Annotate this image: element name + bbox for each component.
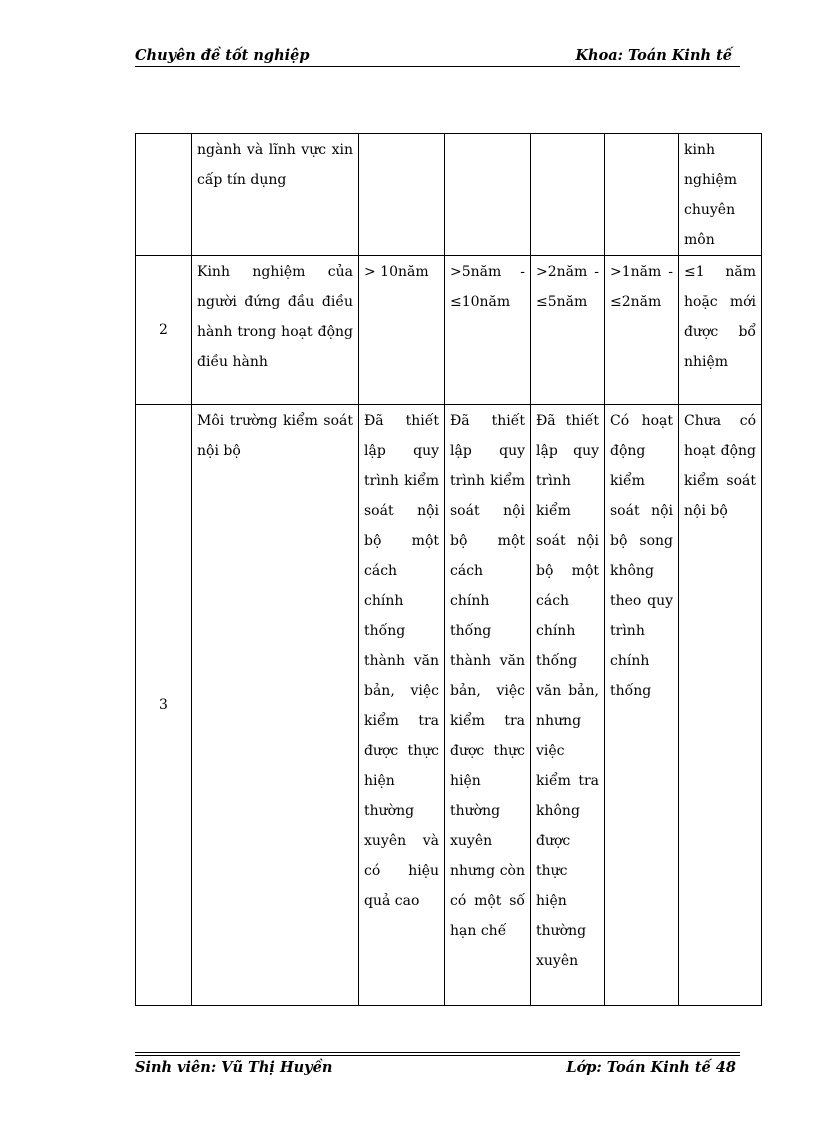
page-header bbox=[135, 44, 740, 68]
criterion-cell: Môi trường kiểm soát nội bộ bbox=[192, 405, 359, 1006]
table-row bbox=[136, 256, 762, 405]
header-rule bbox=[135, 66, 740, 67]
level-cell: Đã thiết lập quy trình kiểm soát nội bộ một cách chính thống thành văn bản, việc kiểm tra được thực hiện thường xuyên và có hiệu quả cao bbox=[359, 405, 445, 1006]
criterion-cell: Kinh nghiệm của người đứng đầu điều hành trong hoạt động điều hành bbox=[192, 256, 359, 405]
row-number: 3 bbox=[136, 405, 192, 1006]
criteria-table bbox=[135, 133, 762, 1006]
table-row bbox=[136, 134, 762, 256]
table-row bbox=[136, 405, 762, 1006]
footer-rule bbox=[135, 1052, 740, 1053]
level-cell bbox=[445, 134, 531, 256]
header-title: Chuyên đề tốt nghiệp bbox=[135, 47, 310, 64]
row-number bbox=[136, 134, 192, 256]
level-cell: Có hoạt động kiểm soát nội bộ song không theo quy trình chính thống bbox=[605, 405, 679, 1006]
footer-rule bbox=[135, 1055, 740, 1056]
level-cell: Đã thiết lập quy trình kiểm soát nội bộ một cách chính thống thành văn bản, việc kiểm tra được thực hiện thường xuyên nhưng còn có một số hạn chế bbox=[445, 405, 531, 1006]
footer-class: Lớp: Toán Kinh tế 48 bbox=[566, 1059, 736, 1076]
level-cell bbox=[531, 134, 605, 256]
level-cell: >5năm - ≤10năm bbox=[445, 256, 531, 405]
level-cell: > 10năm bbox=[359, 256, 445, 405]
row-number: 2 bbox=[136, 256, 192, 405]
level-cell bbox=[605, 134, 679, 256]
header-faculty: Khoa: Toán Kinh tế bbox=[575, 47, 732, 64]
criterion-cell: ngành và lĩnh vực xin cấp tín dụng bbox=[192, 134, 359, 256]
level-cell: Chưa có hoạt động kiểm soát nội bộ bbox=[679, 405, 762, 1006]
level-cell: Đã thiết lập quy trình kiểm soát nội bộ một cách chính thống văn bản, nhưng việc kiểm tra không được thực hiện thường xuyên bbox=[531, 405, 605, 1006]
level-cell bbox=[359, 134, 445, 256]
level-cell: kinh nghiệm chuyên môn bbox=[679, 134, 762, 256]
page-footer bbox=[135, 1052, 740, 1082]
level-cell: ≤1 năm hoặc mới được bổ nhiệm bbox=[679, 256, 762, 405]
level-cell: >1năm - ≤2năm bbox=[605, 256, 679, 405]
footer-student: Sinh viên: Vũ Thị Huyền bbox=[135, 1059, 333, 1076]
level-cell: >2năm - ≤5năm bbox=[531, 256, 605, 405]
